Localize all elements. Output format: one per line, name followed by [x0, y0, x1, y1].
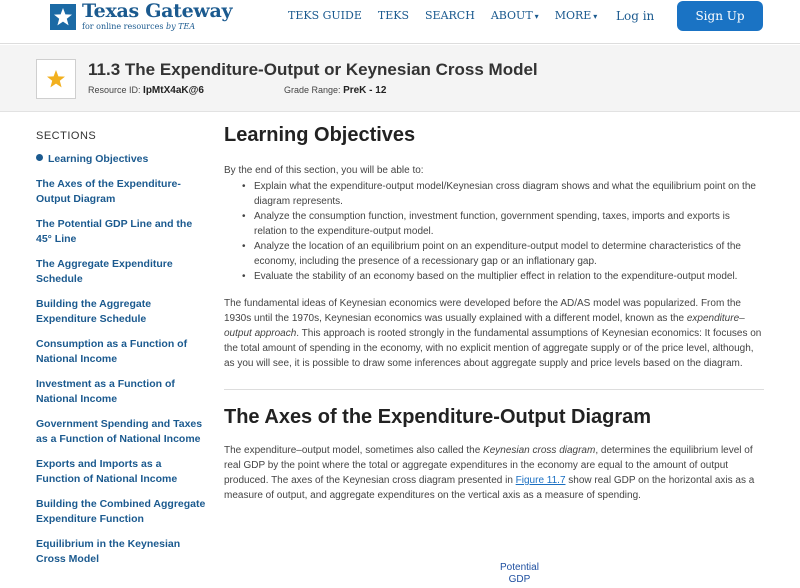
login-link[interactable]: Log in	[616, 9, 655, 23]
main-nav	[288, 9, 613, 22]
star-icon	[46, 69, 66, 89]
logo-subtitle: for online resources by TEA	[82, 22, 196, 31]
favorite-button[interactable]	[36, 59, 76, 99]
sidebar-item-axes[interactable]: The Axes of the Expenditure-Output Diagram	[36, 178, 181, 205]
sidebar-item-potential-gdp[interactable]: The Potential GDP Line and the 45° Line	[36, 218, 193, 245]
axes-heading: The Axes of the Expenditure-Output Diagram	[224, 406, 652, 428]
objectives-list	[242, 179, 764, 284]
logo-title: Texas Gateway	[82, 0, 233, 22]
list-item: • Explain what the expenditure-output model/Keynesian cross diagram shows and what the equilibrium point on the diagram represents.	[242, 179, 764, 209]
intro-paragraph: The fundamental ideas of Keynesian economics were developed before the AD/AS model was popularized. From the 1930s until the 1970s, Keynesian economics was usually explained with a different model, known as the expenditure–output approach. This approach is rooted strongly in the fundamental assumptions of Keynesian economics: It focuses on the total amount of spending in the economy, with no explicit mention of aggregate supply or of the price level, although, as you will see, it is possible to draw some inferences about aggregate supply and price levels based on the diagram.	[224, 298, 762, 369]
sidebar-item-learning-objectives[interactable]: Learning Objectives	[36, 152, 206, 167]
texas-star-icon	[50, 4, 76, 30]
active-dot-icon	[36, 154, 43, 161]
texas-gateway-logo[interactable]	[50, 0, 232, 36]
section-divider	[224, 389, 764, 390]
resource-title: 11.3 The Expenditure-Output or Keynesian Cross Model	[88, 60, 538, 79]
objectives-intro: By the end of this section, you will be able to:	[224, 165, 424, 176]
main-content	[224, 124, 764, 503]
sidebar-item-exports-imports[interactable]: Exports and Imports as a Function of National Income	[36, 458, 178, 485]
axes-paragraph: The expenditure–output model, sometimes also called the Keynesian cross diagram, determines the equilibrium level of real GDP by the point where the total or aggregate expenditures in the economy are equal to the amount of output produced. The axes of the Keynesian cross diagram presented in Figure 11.7 show real GDP on the horizontal axis as a measure of output, and aggregate expenditures on the vertical axis as a measure of spending.	[224, 445, 755, 501]
list-item: • Analyze the location of an equilibrium point on an expenditure-output model to determine characteristics of the economy, including the presence of a recessionary gap or an inflationary gap.	[242, 239, 764, 269]
list-item: • Evaluate the stability of an economy based on the multiplier effect in relation to the expenditure-output model.	[242, 269, 764, 284]
resource-id: Resource ID: IpMtX4aK@6	[88, 85, 204, 96]
figure-link[interactable]: Figure 11.7	[515, 475, 566, 486]
caret-down-icon: ▾	[534, 12, 539, 21]
sidebar-item-aggregate-expenditure[interactable]: The Aggregate Expenditure Schedule	[36, 258, 173, 285]
nav-teks-guide[interactable]: TEKS GUIDE	[288, 9, 362, 22]
grade-range: Grade Range: PreK - 12	[284, 85, 387, 96]
sidebar-item-investment[interactable]: Investment as a Function of National Income	[36, 378, 175, 405]
nav-search[interactable]: SEARCH	[425, 9, 475, 22]
sidebar-item-consumption[interactable]: Consumption as a Function of National Income	[36, 338, 188, 365]
sidebar-item-combined-function[interactable]: Building the Combined Aggregate Expenditure Function	[36, 498, 206, 525]
list-item: • Analyze the consumption function, investment function, government spending, taxes, imports and exports is relation to the expenditure-output model.	[242, 209, 764, 239]
nav-about[interactable]: ABOUT ▾	[490, 9, 539, 22]
sidebar-item-equilibrium[interactable]: Equilibrium in the Keynesian Cross Model	[36, 538, 181, 565]
sidebar-heading: SECTIONS	[36, 130, 97, 142]
top-navigation-bar	[0, 0, 800, 44]
nav-more[interactable]: MORE ▾	[554, 9, 598, 22]
learning-objectives-heading: Learning Objectives	[224, 124, 416, 146]
sections-sidebar	[36, 130, 206, 577]
resource-header	[0, 45, 800, 112]
caret-down-icon: ▾	[593, 12, 598, 21]
nav-teks[interactable]: TEKS	[377, 9, 409, 22]
figure-potential-gdp-label: Potential GDP	[500, 562, 539, 585]
signup-button[interactable]: Sign Up	[677, 1, 763, 31]
sidebar-item-building-schedule[interactable]: Building the Aggregate Expenditure Schedule	[36, 298, 152, 325]
sidebar-item-government[interactable]: Government Spending and Taxes as a Function of National Income	[36, 418, 203, 445]
